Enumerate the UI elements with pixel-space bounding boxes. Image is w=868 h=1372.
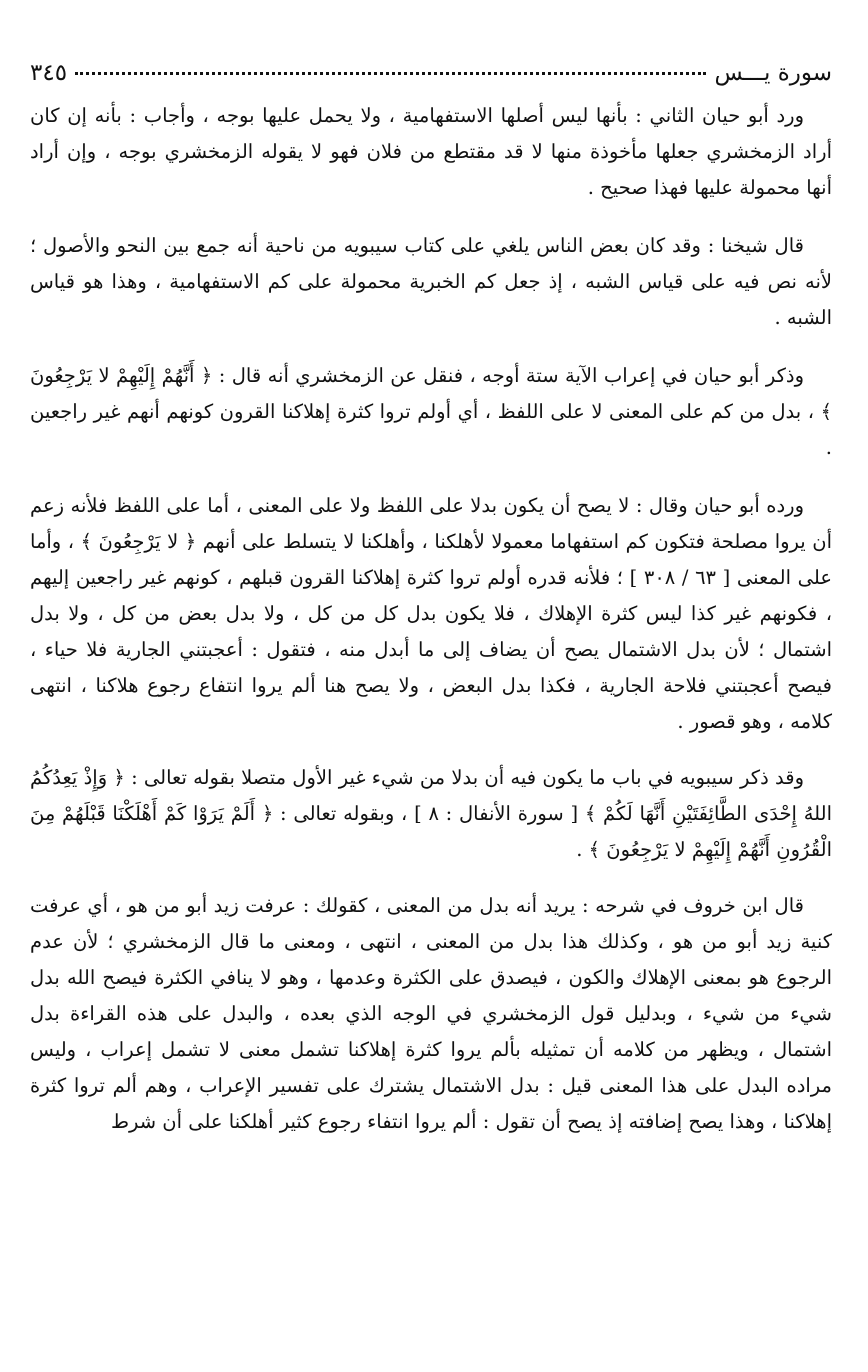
paragraph: ورد أبو حيان الثاني : بأنها ليس أصلها الاستفهامية ، ولا يحمل عليها بوجه ، وأجاب : بأنه إن كان أراد الزمخشري جعلها مأخوذة منها لا قد مقتطع من فلان فهو لا يقوله الزمخشري بوجه ، وإن أراد أنها محمولة عليها فهذا صحيح . <box>30 104 832 199</box>
surah-title: سورة يـــس <box>714 60 832 86</box>
paragraph: وقد ذكر سيبويه في باب ما يكون فيه أن بدلا من شيء غير الأول متصلا بقوله تعالى : ﴿ وَإِذْ يَعِدُكُمُ اللهُ إِحْدَى الطَّائِفَتَيْنِ أَنَّهَا لَكُمْ ﴾ [ سورة الأنفال : ٨ ] ، وبقوله تعالى : ﴿ أَلَمْ يَرَوْا كَمْ أَهْلَكْنَا قَبْلَهُمْ مِنَ الْقُرُونِ أَنَّهُمْ إِلَيْهِمْ لا يَرْجِعُونَ ﴾ . <box>30 766 832 861</box>
page-body <box>30 98 832 1140</box>
paragraph: قال شيخنا : وقد كان بعض الناس يلغي على كتاب سيبويه من ناحية أنه جمع بين النحو والأصول ؛ لأنه نص فيه على قياس الشبه ، إذ جعل كم الخبرية محمولة على كم الاستفهامية ، وهذا هو قياس الشبه . <box>30 234 832 329</box>
paragraph: وذكر أبو حيان في إعراب الآية ستة أوجه ، فنقل عن الزمخشري أنه قال : ﴿ أَنَّهُمْ إِلَيْهِمْ لا يَرْجِعُونَ ﴾ ، بدل من كم على المعنى لا على اللفظ ، أي أولم تروا كثرة إهلاكنا القرون كونهم أنهم غير راجعين . <box>30 364 832 459</box>
paragraph: قال ابن خروف في شرحه : يريد أنه بدل من المعنى ، كقولك : عرفت زيد أبو من هو ، أي عرفت كنية زيد أبو من هو ، وكذلك هذا بدل من المعنى ، انتهى ، ومعنى ما قال الزمخشري ؛ لأن عدم الرجوع هو بمعنى الإهلاك والكون ، فيصدق على الكثرة وعدمها ، وهو لا ينافي الكثرة فيصح الله بدل شيء من شيء ، وبدليل قول الزمخشري في الوجه الذي بعده ، والبدل على هذه القراءة بدل اشتمال ، ويظهر من كلامه أن تمثيله بألم يروا كثرة إهلاكنا تشمل معنى لا تشمل إعراب ، وليس مراده البدل على هذا المعنى قيل : بدل الاشتمال يشترك على تفسير الإعراب ، وهم ألم تروا كثرة إهلاكنا ، وهذا يصح إضافته إذ يصح أن تقول : ألم يروا انتفاء رجوع كثير أهلكنا على أن شرط <box>30 894 832 1133</box>
paragraph: ورده أبو حيان وقال : لا يصح أن يكون بدلا على اللفظ ولا على المعنى ، أما على اللفظ فلأنه زعم أن يروا مصلحة فتكون كم استفهاما معمولا لأهلكنا ، وأهلكنا لا يتسلط على أنهم ﴿ لا يَرْجِعُونَ ﴾ ، وأما على المعنى [ ٦٣ / ٣٠٨ ] ؛ فلأنه قدره أولم تروا كثرة إهلاكنا القرون قبلهم ، كونهم غير راجعين إليهم ، فكونهم غير كذا ليس كثرة الإهلاك ، فلا يكون بدل كل من كل ، ولا بدل بعض من كل ، ولا بدل اشتمال ؛ لأن بدل الاشتمال يصح أن يضاف إلى ما أبدل منه ، فتقول : أعجبتني الجارية فلا حياء ، فيصح أعجبتني فلاحة الجارية ، فكذا بدل البعض ، ولا يصح هنا ألم يروا انتفاع رجوع هلاكنا ، انتهى كلامه ، وهو قصور . <box>30 494 832 733</box>
page-header <box>30 56 832 90</box>
header-dotted-leader <box>75 72 706 75</box>
page-number: ٣٤٥ <box>30 60 68 86</box>
